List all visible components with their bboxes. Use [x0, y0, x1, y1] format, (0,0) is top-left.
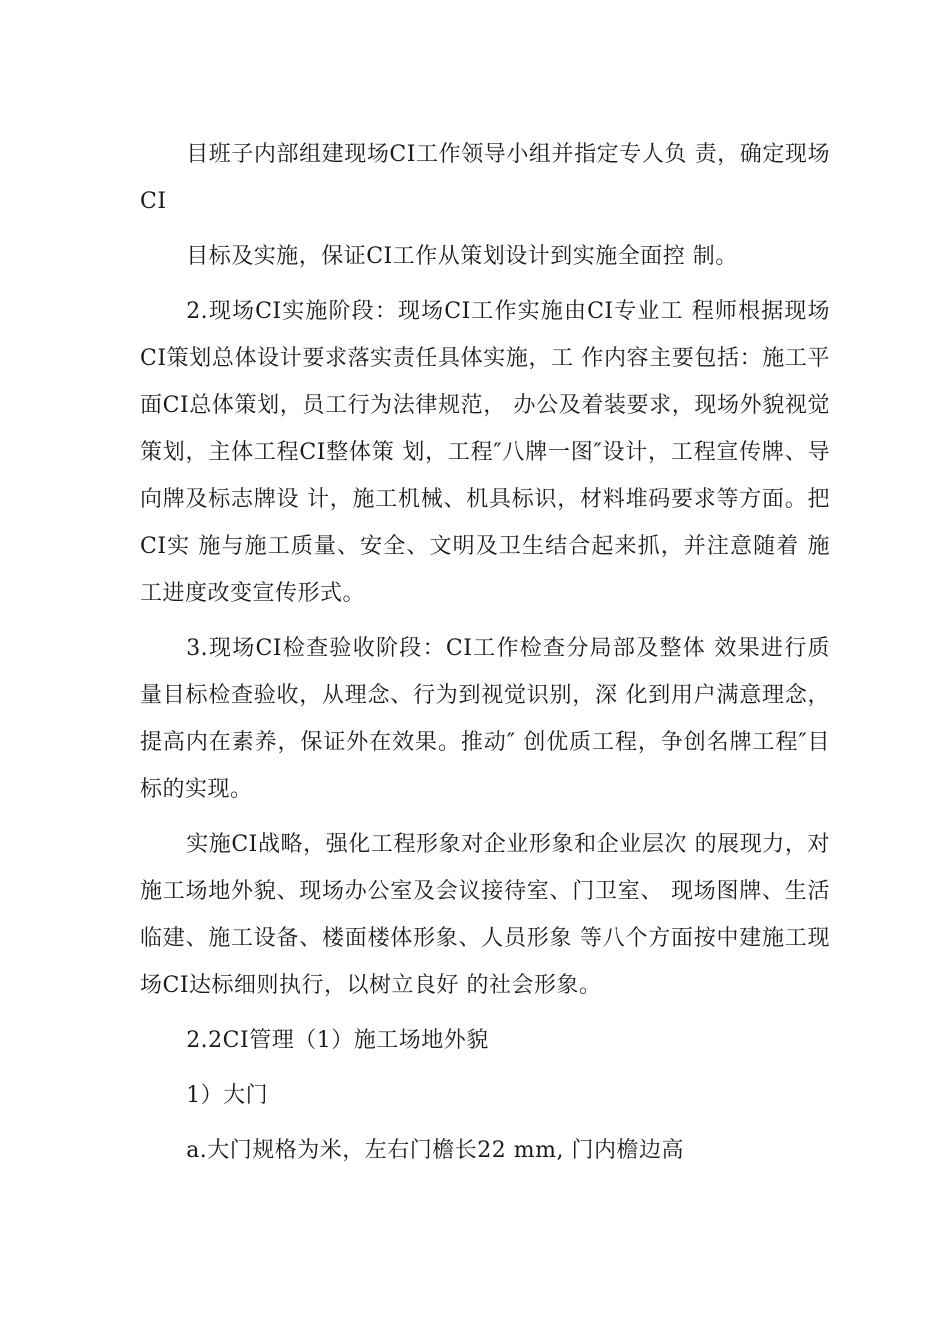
paragraph-gate-spec: a.大门规格为米，左右门檐长22 mm, 门内檐边高 [186, 1138, 684, 1163]
subheading-gate: 1）大门 [186, 1083, 269, 1108]
paragraph-goal-control: 目标及实施，保证CI工作从策划设计到实施全面控 制。 [186, 244, 738, 269]
paragraph-implementation-stage: 2.现场CI实施阶段：现场CI工作实施由CI专业工 程师根据现场CI策划总体设计要求落实责任具体实施，工 作内容主要包括：施工平面CI总体策划，员工行为法律规范， 办公及着装要求，现场外貌视觉策划，主体工程CI整体策 划，工程″八牌一图″设计，工程宣传牌、导向牌及标志牌设 计，施工机械、机具标识，材料堆码要求等方面。把CI实 施与施工质量、安全、文明及卫生结合起来抓，并注意随着 施工进度改变宣传形式。 [140, 299, 830, 606]
paragraph-inspection-stage: 3.现场CI检查验收阶段：CI工作检查分局部及整体 效果进行质量目标检查验收，从理念、行为到视觉识别，深 化到用户满意理念，提高内在素养，保证外在效果。推动″ 创优质工程，争创名牌工程″目标的实现。 [140, 636, 830, 802]
paragraph-ci-strategy: 实施CI战略，强化工程形象对企业形象和企业层次 的展现力，对施工场地外貌、现场办公室及会议接待室、门卫室、 现场图牌、生活临建、施工设备、楼面楼体形象、人员形象 等八个方面按中建施工现场CI达标细则执行，以树立良好 的社会形象。 [140, 832, 830, 998]
section-heading-site-appearance: 2.2CI管理（1）施工场地外貌 [186, 1028, 489, 1053]
document-body [140, 131, 830, 1174]
paragraph-leadership-group: 目班子内部组建现场CI工作领导小组并指定专人负 责，确定现场CI [140, 142, 830, 214]
